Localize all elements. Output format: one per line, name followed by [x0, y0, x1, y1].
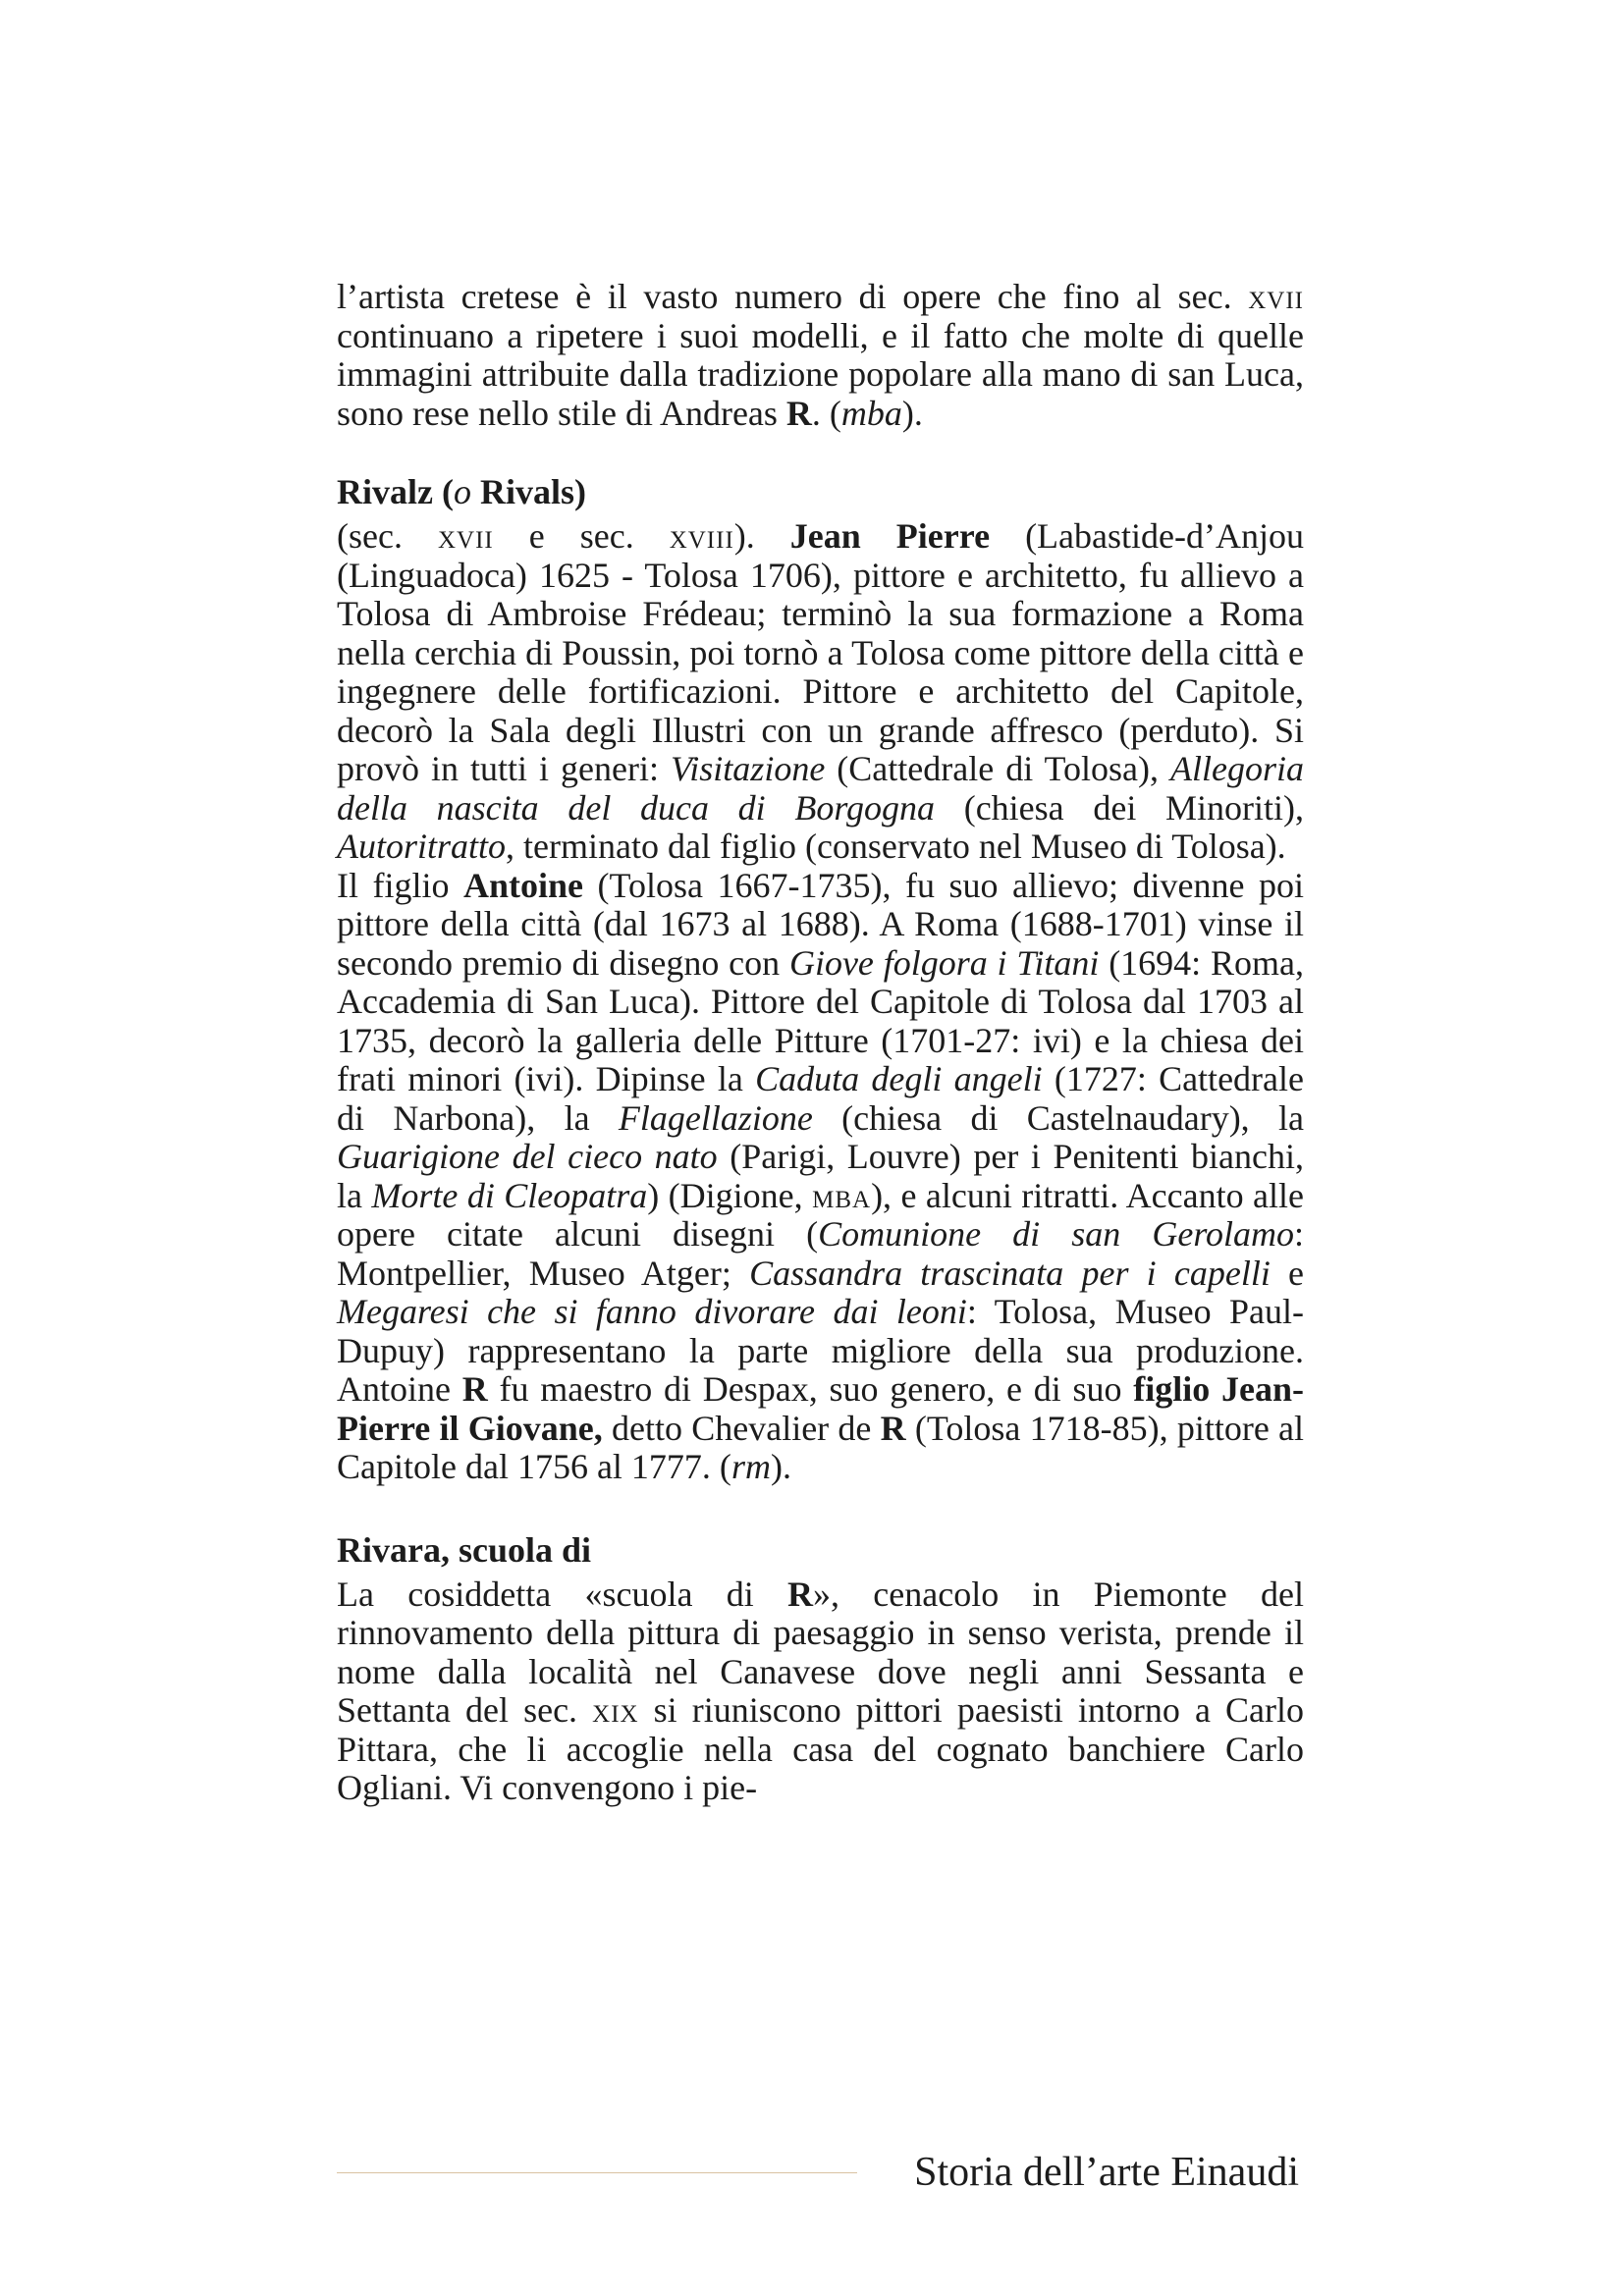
text-run: . ( [811, 393, 841, 433]
text-run: (Parigi, Louvre) per i Penitenti bianchi, la [337, 1137, 1304, 1215]
intro-paragraph [337, 278, 1304, 433]
text-run: », cenacolo in Piemonte del rinnovamento della pittura di paesaggio in senso verista, prende il nome dalla località nel Canavese dove negli anni Sessanta e Settanta del sec. [337, 1574, 1304, 1730]
footer-rule [337, 2172, 857, 2173]
work-title: Morte di Cleopatra [371, 1175, 648, 1215]
work-title: Autoritratto [337, 827, 507, 866]
footer-title: Storia dell’arte Einaudi [914, 2150, 1299, 2195]
work-title: Giove folgora i Titani [788, 942, 1100, 983]
text-run: (chiesa di Castelnaudary), la [812, 1097, 1304, 1138]
heading-paren: ( [441, 472, 454, 511]
artist-name: Jean Pierre [789, 516, 991, 556]
artist-name: Antoine [463, 865, 584, 905]
text-run: (sec. [337, 516, 438, 556]
rivalz-paragraph-1 [337, 517, 1304, 867]
entry-heading-rivara: Rivara, scuola di [337, 1529, 592, 1570]
text-run: La cosiddetta «scuola di [337, 1574, 787, 1614]
text-run: (1694: Roma, Accademia di San Luca). Pittore del Capitole di Tolosa dal 1703 al 1735, decorò la galleria delle Pitture (1701-27: ivi) e la chiesa dei frati minori (ivi). Dipinse la [337, 942, 1304, 1098]
rivalz-paragraph-2 [337, 867, 1304, 1487]
abbrev-bold: R [461, 1369, 488, 1409]
text-run: e [1270, 1253, 1304, 1293]
text-run: detto Chevalier de [602, 1408, 881, 1448]
century-numeral: xix [592, 1690, 639, 1730]
text-run: continuano a ripetere i suoi modelli, e il fatto che molte di quelle immagini attribuite dalla tradizione popolare alla mano di san Luca, sono rese nello stile di Andreas [337, 315, 1304, 433]
museum-abbrev: mba [812, 1175, 872, 1215]
work-title: Comunione di san Gerolamo [818, 1214, 1294, 1254]
text-run: e sec. [493, 516, 670, 556]
text-run: l’artista cretese è il vasto numero di opere che fino al sec. [337, 277, 1249, 316]
century-numeral: xvii [437, 516, 494, 556]
work-title: Visitazione [670, 749, 826, 788]
text-run: ). [901, 393, 923, 433]
text-run: (Tolosa 1667-1735), fu suo allievo; divenne poi pittore della città (dal 1673 al 1688). A Roma (1688-1701) vinse il secondo premio di disegno con [337, 865, 1304, 983]
abbrev-bold: R [880, 1408, 906, 1448]
text-run: , terminato dal figlio (conservato nel Museo di Tolosa). [506, 827, 1286, 866]
author-initials: rm [730, 1447, 771, 1486]
text-run: Il figlio [337, 865, 464, 905]
work-title: Allegoria della nascita del duca di Borgogna [337, 749, 1305, 828]
text-run: ), e alcuni ritratti. Accanto alle opere citate alcuni disegni ( [337, 1175, 1305, 1254]
text-run: (Tolosa 1718-85), pittore al Capitole dal 1756 al 1777. ( [337, 1408, 1305, 1486]
rivara-paragraph-1 [337, 1575, 1304, 1808]
text-run: (Cattedrale di Tolosa), [825, 749, 1171, 788]
century-numeral: xvii [1248, 277, 1304, 316]
work-title: Guarigione del cieco nato [337, 1137, 718, 1176]
author-initials: mba [840, 393, 902, 433]
abbrev-bold: R [787, 1574, 813, 1614]
heading-alt-name: Rivals) [479, 472, 586, 511]
page-content [337, 278, 1304, 1808]
work-title: Megaresi che si fanno divorare dai leoni [337, 1292, 967, 1331]
heading-alt-word: o [453, 472, 471, 511]
text-run: (1727: Cattedrale di Narbona), la [337, 1059, 1304, 1138]
text-run: fu maestro di Despax, suo genero, e di suo [487, 1369, 1134, 1409]
century-numeral: xviii [669, 516, 734, 556]
work-title: Cassandra trascinata per i capelli [749, 1253, 1271, 1293]
text-run: si riuniscono pittori paesisti intorno a Carlo Pittara, che li accoglie nella casa del cognato banchiere Carlo Ogliani. Vi convengono i pie- [337, 1690, 1305, 1807]
text-run: : Montpellier, Museo Atger; [337, 1214, 1305, 1293]
work-title: Caduta degli angeli [755, 1059, 1043, 1098]
heading-name: Rivalz [337, 472, 433, 511]
work-title: Flagellazione [618, 1097, 813, 1138]
abbrev-bold: R [785, 393, 812, 433]
artist-name: figlio Jean-Pierre il Giovane, [337, 1369, 1305, 1448]
text-run: ). [733, 516, 790, 556]
text-run: ). [770, 1447, 791, 1486]
entry-heading-rivalz [337, 472, 1304, 511]
text-run: (chiesa dei Minoriti), [935, 787, 1304, 828]
text-run: ) (Digione, [647, 1175, 813, 1215]
text-run: : Tolosa, Museo Paul-Dupuy) rappresentano la parte migliore della sua produzione. Antoine [337, 1292, 1304, 1409]
text-run: (Labastide-d’Anjou (Linguadoca) 1625 - Tolosa 1706), pittore e architetto, fu allievo a Tolosa di Ambroise Frédeau; terminò la sua formazione a Roma nella cerchia di Poussin, poi tornò a Tolosa come pittore della città e ingegnere delle fortificazioni. Pittore e architetto del Capitole, decorò la Sala degli Illustri con un grande affresco (perduto). Si provò in tutti i generi: [337, 516, 1304, 788]
